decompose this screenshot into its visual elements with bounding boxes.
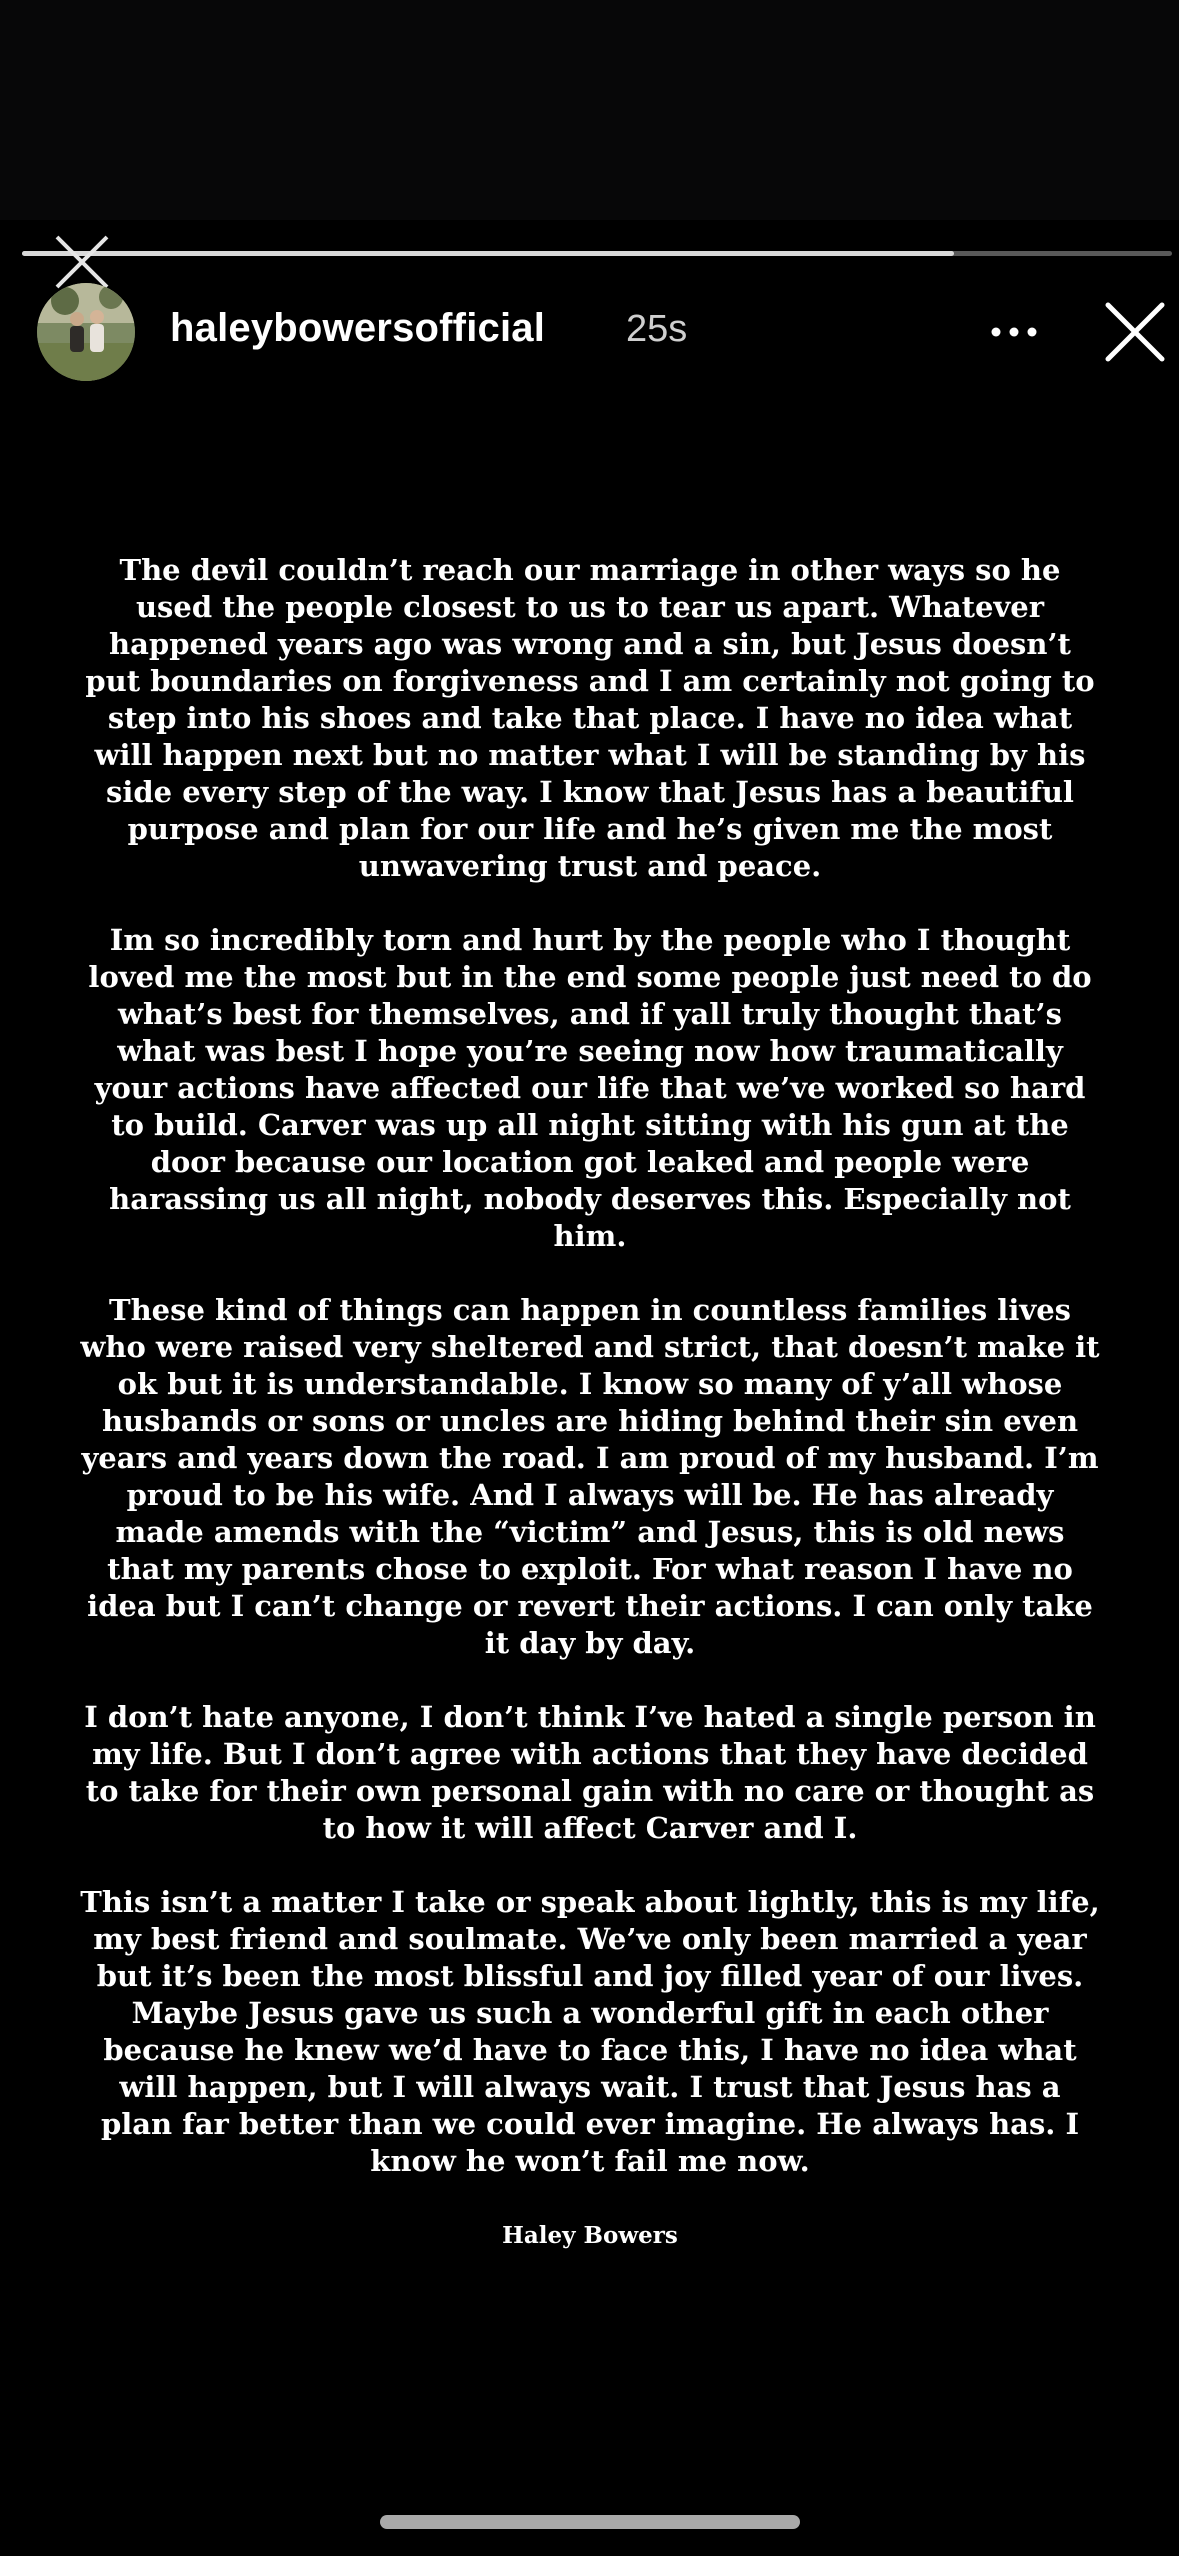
statement-paragraph: These kind of things can happen in countless families lives who were raised very sheltered and strict, that doesn’t make it ok but it is understandable. I know so many of y’all whose husbands or sons or uncles are hiding behind their sin even years and years down the road. I am proud of my husband. I’m proud to be his wife. And I always will be. He has already made amends with the “victim” and Jesus, this is old news that my parents chose to exploit. For what reason I have no idea but I can’t change or revert their actions. I can only take it day by day. — [80, 1293, 1100, 1660]
story-text — [80, 552, 1100, 2254]
home-indicator[interactable] — [380, 2515, 800, 2529]
story-timestamp: 25s — [626, 308, 688, 350]
story-username[interactable]: haleybowersofficial — [170, 306, 546, 350]
statement-paragraph: The devil couldn’t reach our marriage in other ways so he used the people closest to us to tear us apart. Whatever happened years ago was wrong and a sin, but Jesus doesn’t put boundaries on forgiveness and I am certainly not going to step into his shoes and take that place. I have no idea what will happen next but no matter what I will be standing by his side every step of the way. I know that Jesus has a beautiful purpose and plan for our life and he’s given me the most unwavering trust and peace. — [85, 553, 1095, 883]
signature: Haley Bowers — [502, 2222, 678, 2249]
story-progress-fill — [22, 251, 954, 256]
status-bar-area — [0, 0, 1179, 220]
avatar[interactable] — [37, 283, 135, 381]
close-button[interactable] — [1100, 297, 1170, 367]
statement-paragraph: Im so incredibly torn and hurt by the people who I thought loved me the most but in the end some people just need to do what’s best for themselves, and if yall truly thought that’s what was best I hope you’re seeing now how traumatically your actions have affected our life that we’ve worked so hard to build. Carver was up all night sitting with his gun at the door because our location got leaked and people were harassing us all night, nobody deserves this. Especially not him. — [88, 923, 1092, 1253]
statement-paragraph: This isn’t a matter I take or speak about lightly, this is my life, my best friend and soulmate. We’ve only been married a year but it’s been the most blissful and joy filled year of our lives. Maybe Jesus gave us such a wonderful gift in each other because he knew we’d have to face this, I have no idea what will happen, but I will always wait. I trust that Jesus has a plan far better than we could ever imagine. He always has. I know he won’t fail me now. — [80, 1885, 1100, 2178]
story-progress-bar — [22, 251, 1172, 256]
statement-paragraph: I don’t hate anyone, I don’t think I’ve hated a single person in my life. But I don’t agree with actions that they have decided to take for their own personal gain with no care or thought as to how it will affect Carver and I. — [84, 1700, 1096, 1845]
close-icon — [1108, 305, 1162, 359]
more-options-button[interactable] — [984, 312, 1044, 352]
more-horizontal-icon — [992, 328, 1037, 337]
